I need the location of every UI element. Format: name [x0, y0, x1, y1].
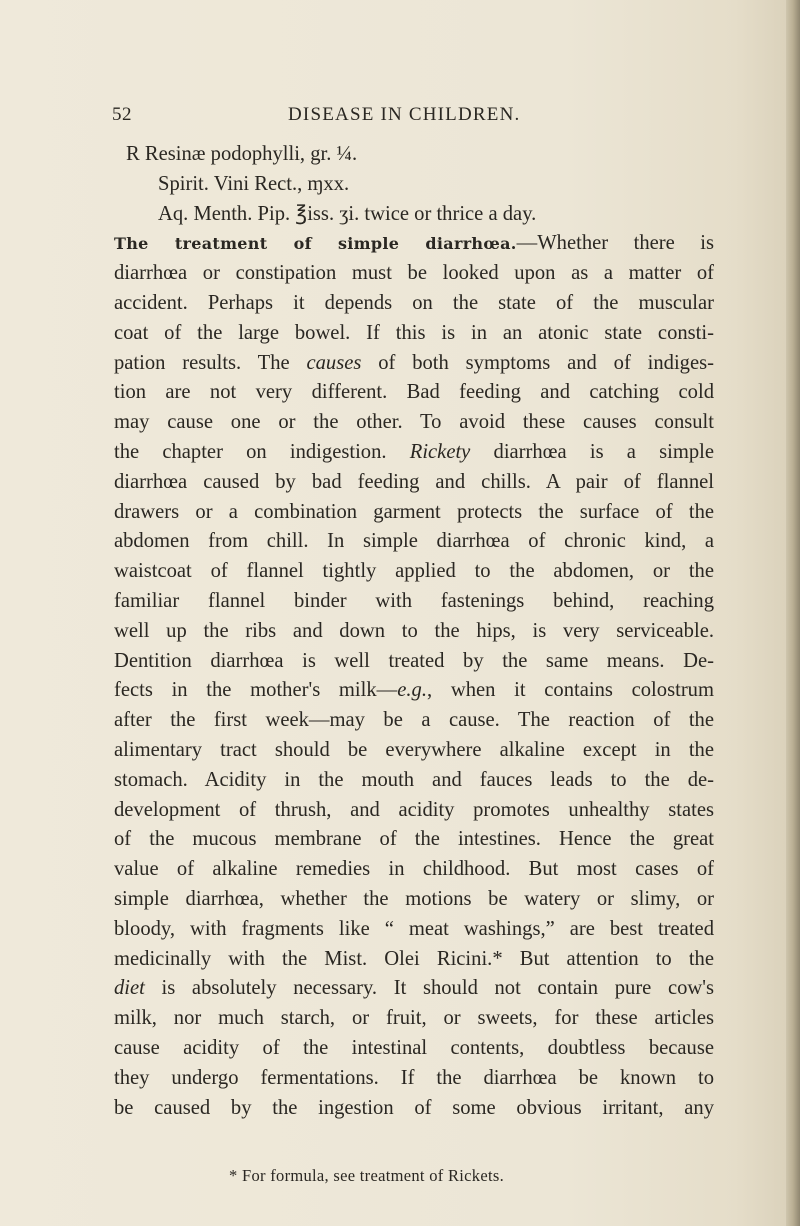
text-line: medicinally with the Mist. Olei Ricini.* But attention to the — [114, 947, 714, 970]
text-line: cause acidity of the intestinal contents, doubtless because — [114, 1036, 714, 1059]
text-line: diarrhœa or constipation must be looked upon as a matter of — [114, 262, 714, 285]
prescription-line: Spirit. Vini Rect., ɱxx. — [158, 172, 350, 195]
text-line: may cause one or the other. To avoid these causes consult — [114, 411, 714, 434]
text-line: Dentition diarrhœa is well treated by the same means. De- — [114, 649, 714, 672]
emphasis: Rickety — [409, 440, 471, 463]
text-line: familiar flannel binder with fastenings behind, reaching — [114, 589, 714, 612]
emphasis: e.g. — [397, 679, 427, 702]
text-line: of the mucous membrane of the intestines. Hence the great — [114, 828, 714, 851]
text-line: well up the ribs and down to the hips, is very serviceable. — [114, 619, 714, 642]
text-line: simple diarrhœa, whether the motions be watery or slimy, or — [114, 887, 714, 910]
text-line: alimentary tract should be everywhere alkaline except in the — [114, 738, 714, 761]
running-title: DISEASE IN CHILDREN. — [288, 104, 521, 125]
text-line: abdomen from chill. In simple diarrhœa of chronic kind, a — [114, 530, 714, 553]
prescription-line: R Resinæ podophylli, gr. ¼. — [126, 143, 358, 165]
text-line: pation results. The causes of both symptoms and of indiges- — [114, 351, 714, 374]
text-line: coat of the large bowel. If this is in an atonic state consti- — [114, 321, 714, 344]
text-line: be caused by the ingestion of some obvious irritant, any — [114, 1096, 714, 1119]
page-edge — [786, 0, 800, 1226]
emphasis: diet — [114, 977, 145, 1000]
prescription-line: Aq. Menth. Pip. ℥iss. ʒi. twice or thrice a day. — [158, 202, 537, 225]
text-line: development of thrush, and acidity promotes unhealthy states — [114, 798, 714, 821]
emphasis: causes — [306, 351, 362, 374]
page-header — [112, 104, 532, 128]
text-line: diet is absolutely necessary. It should not contain pure cow's — [114, 977, 715, 1000]
text-line: after the first week—may be a cause. The reaction of the — [114, 709, 714, 732]
section-heading: The treatment of simple diarrhœa. — [114, 234, 517, 254]
text-line: waistcoat of flannel tightly applied to the abdomen, or the — [114, 560, 714, 583]
text-line: value of alkaline remedies in childhood. But most cases of — [114, 858, 714, 881]
text-line: milk, nor much starch, or fruit, or sweets, for these articles — [114, 1007, 714, 1030]
text-line: tion are not very different. Bad feeding and catching cold — [114, 381, 714, 404]
text-line: The treatment of simple diarrhœa.—Whether there is — [114, 232, 714, 255]
text-line: bloody, with fragments like “ meat washings,” are best treated — [114, 917, 714, 940]
page-number: 52 — [112, 104, 132, 125]
footnote: * For formula, see treatment of Rickets. — [229, 1166, 505, 1185]
text-line: stomach. Acidity in the mouth and fauces leads to the de- — [114, 768, 714, 791]
text-line: accident. Perhaps it depends on the state of the muscular — [114, 291, 714, 314]
text-line: they undergo fermentations. If the diarrhœa be known to — [114, 1066, 714, 1089]
text-line: fects in the mother's milk—e.g., when it contains colostrum — [114, 679, 714, 702]
page-body — [114, 140, 715, 1123]
text-line: the chapter on indigestion. Rickety diarrhœa is a simple — [114, 440, 715, 463]
text-line: diarrhœa caused by bad feeding and chills. A pair of flannel — [114, 470, 714, 493]
text-line: drawers or a combination garment protects the surface of the — [114, 500, 714, 523]
